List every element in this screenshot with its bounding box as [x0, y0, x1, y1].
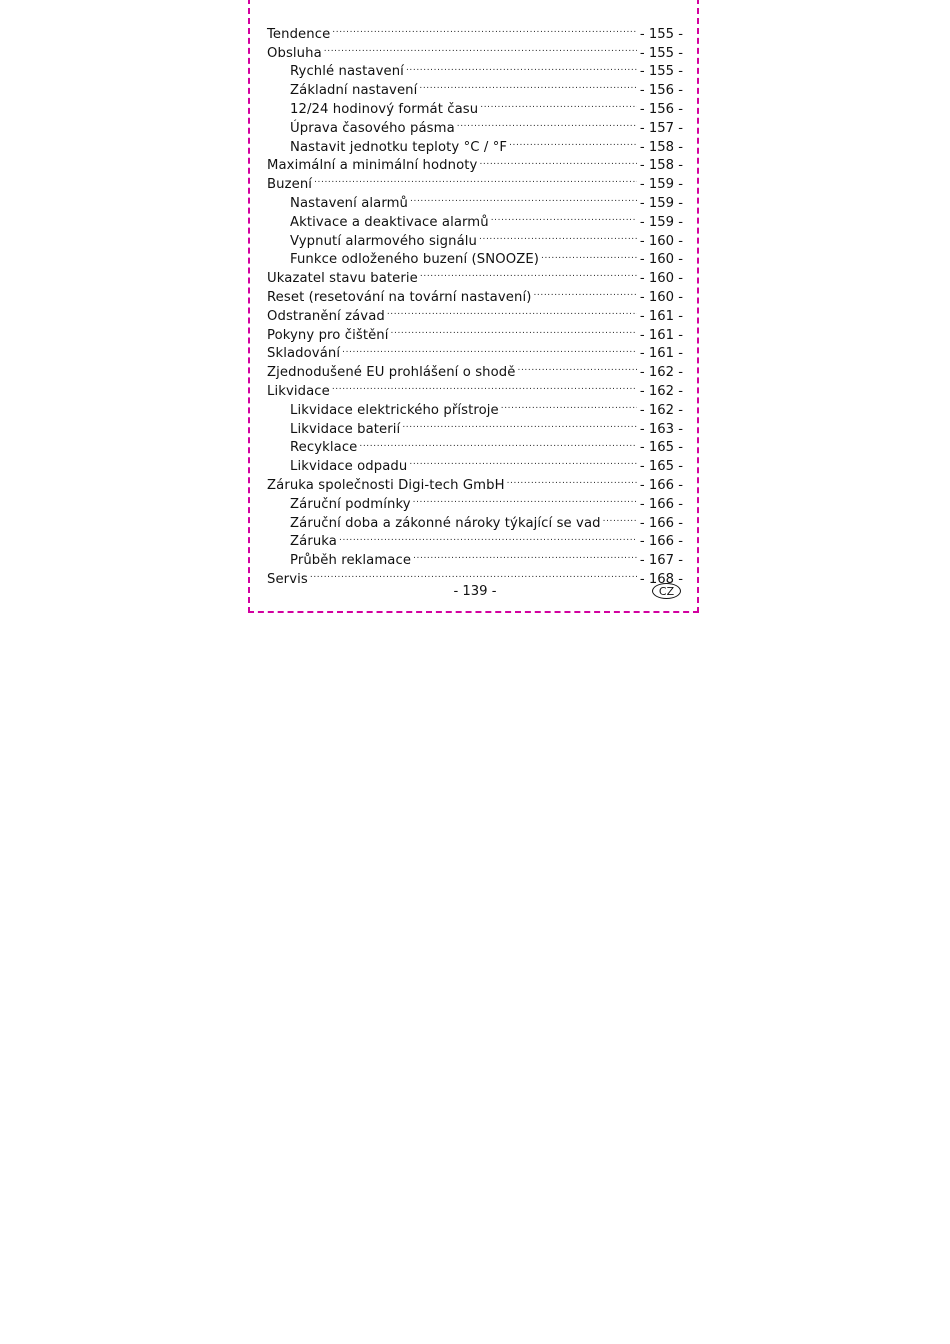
toc-entry-page: - 160 -: [639, 271, 683, 287]
toc-entry-page: - 161 -: [639, 346, 683, 362]
toc-dot-leader: [410, 188, 637, 207]
toc-dot-leader: [332, 19, 637, 38]
toc-dot-leader: [413, 545, 637, 564]
toc-dot-leader: [541, 245, 637, 264]
toc-entry-page: - 160 -: [639, 252, 683, 268]
toc-dot-leader: [310, 564, 637, 583]
toc-entry-page: - 159 -: [639, 195, 683, 211]
toc-entry-page: - 163 -: [639, 421, 683, 437]
toc-entry-title: Tendence: [267, 26, 331, 42]
toc-entry-page: - 165 -: [639, 440, 683, 456]
toc-entry-title: Reset (resetování na tovární nastavení): [267, 289, 532, 305]
toc-entry-title: Úprava časového pásma: [290, 120, 455, 136]
toc-dot-leader: [457, 113, 637, 132]
toc-entry-title: Skladování: [267, 346, 341, 362]
toc-dot-leader: [413, 489, 637, 508]
toc-entry-title: Záruční podmínky: [290, 496, 411, 512]
toc-entry-title: 12/24 hodinový formát času: [290, 101, 479, 117]
toc-dot-leader: [603, 508, 637, 527]
toc-dot-leader: [533, 282, 637, 301]
toc-entry[interactable]: [267, 57, 683, 80]
toc-entry-page: - 166 -: [639, 515, 683, 531]
toc-entry-page: - 158 -: [639, 139, 683, 155]
page-number: - 139 -: [453, 584, 497, 599]
toc-entry-title: Vypnutí alarmového signálu: [290, 233, 478, 249]
toc-entry-page: - 155 -: [639, 26, 683, 42]
language-badge: CZ: [652, 583, 681, 599]
toc-entry-page: - 159 -: [639, 177, 683, 193]
toc-dot-leader: [359, 433, 637, 452]
toc-dot-leader: [420, 263, 637, 282]
toc-entry-title: Aktivace a deaktivace alarmů: [290, 214, 489, 230]
toc-dot-leader: [387, 301, 637, 320]
toc-entry-title: Servis: [267, 571, 308, 587]
toc-dot-leader: [501, 395, 637, 414]
toc-entry-title: Buzení: [267, 177, 313, 193]
toc-entry-page: - 155 -: [639, 45, 683, 61]
toc-entry-title: Likvidace elektrického přístroje: [290, 402, 499, 418]
toc-entry-page: - 160 -: [639, 289, 683, 305]
toc-entry-title: Ukazatel stavu baterie: [267, 271, 418, 287]
toc-entry-title: Likvidace baterií: [290, 421, 401, 437]
table-of-contents: [267, 19, 683, 587]
toc-entry-title: Záruka společnosti Digi-tech GmbH: [267, 477, 505, 493]
toc-dot-leader: [517, 357, 637, 376]
toc-entry-page: - 160 -: [639, 233, 683, 249]
toc-entry-page: - 159 -: [639, 214, 683, 230]
toc-entry-page: - 166 -: [639, 496, 683, 512]
toc-dot-leader: [324, 38, 637, 57]
toc-entry-page: - 166 -: [639, 477, 683, 493]
toc-dot-leader: [479, 226, 637, 245]
toc-dot-leader: [509, 132, 637, 151]
toc-dot-leader: [479, 151, 637, 170]
toc-entry-page: - 168 -: [639, 571, 683, 587]
toc-entry-page: - 162 -: [639, 365, 683, 381]
toc-entry-page: - 166 -: [639, 534, 683, 550]
toc-entry-title: Obsluha: [267, 45, 322, 61]
toc-dot-leader: [480, 94, 637, 113]
toc-entry-page: - 161 -: [639, 327, 683, 343]
toc-entry-page: - 162 -: [639, 383, 683, 399]
toc-entry-title: Záruční doba a zákonné nároky týkající se vad: [290, 515, 601, 531]
toc-dot-leader: [507, 470, 637, 489]
toc-dot-leader: [332, 376, 637, 395]
toc-entry[interactable]: [267, 188, 683, 211]
toc-entry[interactable]: [267, 564, 683, 587]
toc-entry-page: - 155 -: [639, 64, 683, 80]
toc-dot-leader: [314, 169, 637, 188]
toc-entry-page: - 156 -: [639, 83, 683, 99]
toc-entry-page: - 167 -: [639, 553, 683, 569]
toc-dot-leader: [406, 57, 637, 76]
toc-dot-leader: [419, 75, 637, 94]
toc-entry-title: Funkce odloženého buzení (SNOOZE): [290, 252, 539, 268]
toc-entry[interactable]: [267, 19, 683, 42]
toc-entry-title: Nastavení alarmů: [290, 195, 409, 211]
toc-dot-leader: [402, 414, 637, 433]
toc-entry-title: Nastavit jednotku teploty °C / °F: [290, 139, 508, 155]
toc-entry-title: Likvidace odpadu: [290, 459, 408, 475]
toc-entry[interactable]: [267, 169, 683, 193]
toc-entry-page: - 161 -: [639, 308, 683, 324]
toc-dot-leader: [409, 451, 637, 470]
toc-entry-page: - 165 -: [639, 459, 683, 475]
toc-entry[interactable]: [267, 38, 683, 61]
toc-dot-leader: [339, 527, 637, 546]
toc-entry-title: Záruka: [290, 534, 337, 550]
toc-dot-leader: [391, 320, 637, 339]
toc-entry-title: Zjednodušené EU prohlášení o shodě: [267, 365, 516, 381]
toc-entry-title: Odstranění závad: [267, 308, 385, 324]
toc-entry-title: Recyklace: [290, 440, 358, 456]
toc-entry-page: - 157 -: [639, 120, 683, 136]
toc-entry-title: Rychlé nastavení: [290, 64, 404, 80]
toc-dot-leader: [342, 339, 637, 358]
toc-entry-title: Pokyny pro čištění: [267, 327, 389, 343]
toc-entry-page: - 162 -: [639, 402, 683, 418]
toc-entry-page: - 158 -: [639, 158, 683, 174]
toc-entry-title: Průběh reklamace: [290, 553, 412, 569]
toc-entry-title: Základní nastavení: [290, 83, 418, 99]
toc-entry-title: Maximální a minimální hodnoty: [267, 158, 478, 174]
toc-entry-page: - 156 -: [639, 101, 683, 117]
toc-dot-leader: [491, 207, 637, 226]
toc-entry-title: Likvidace: [267, 383, 330, 399]
